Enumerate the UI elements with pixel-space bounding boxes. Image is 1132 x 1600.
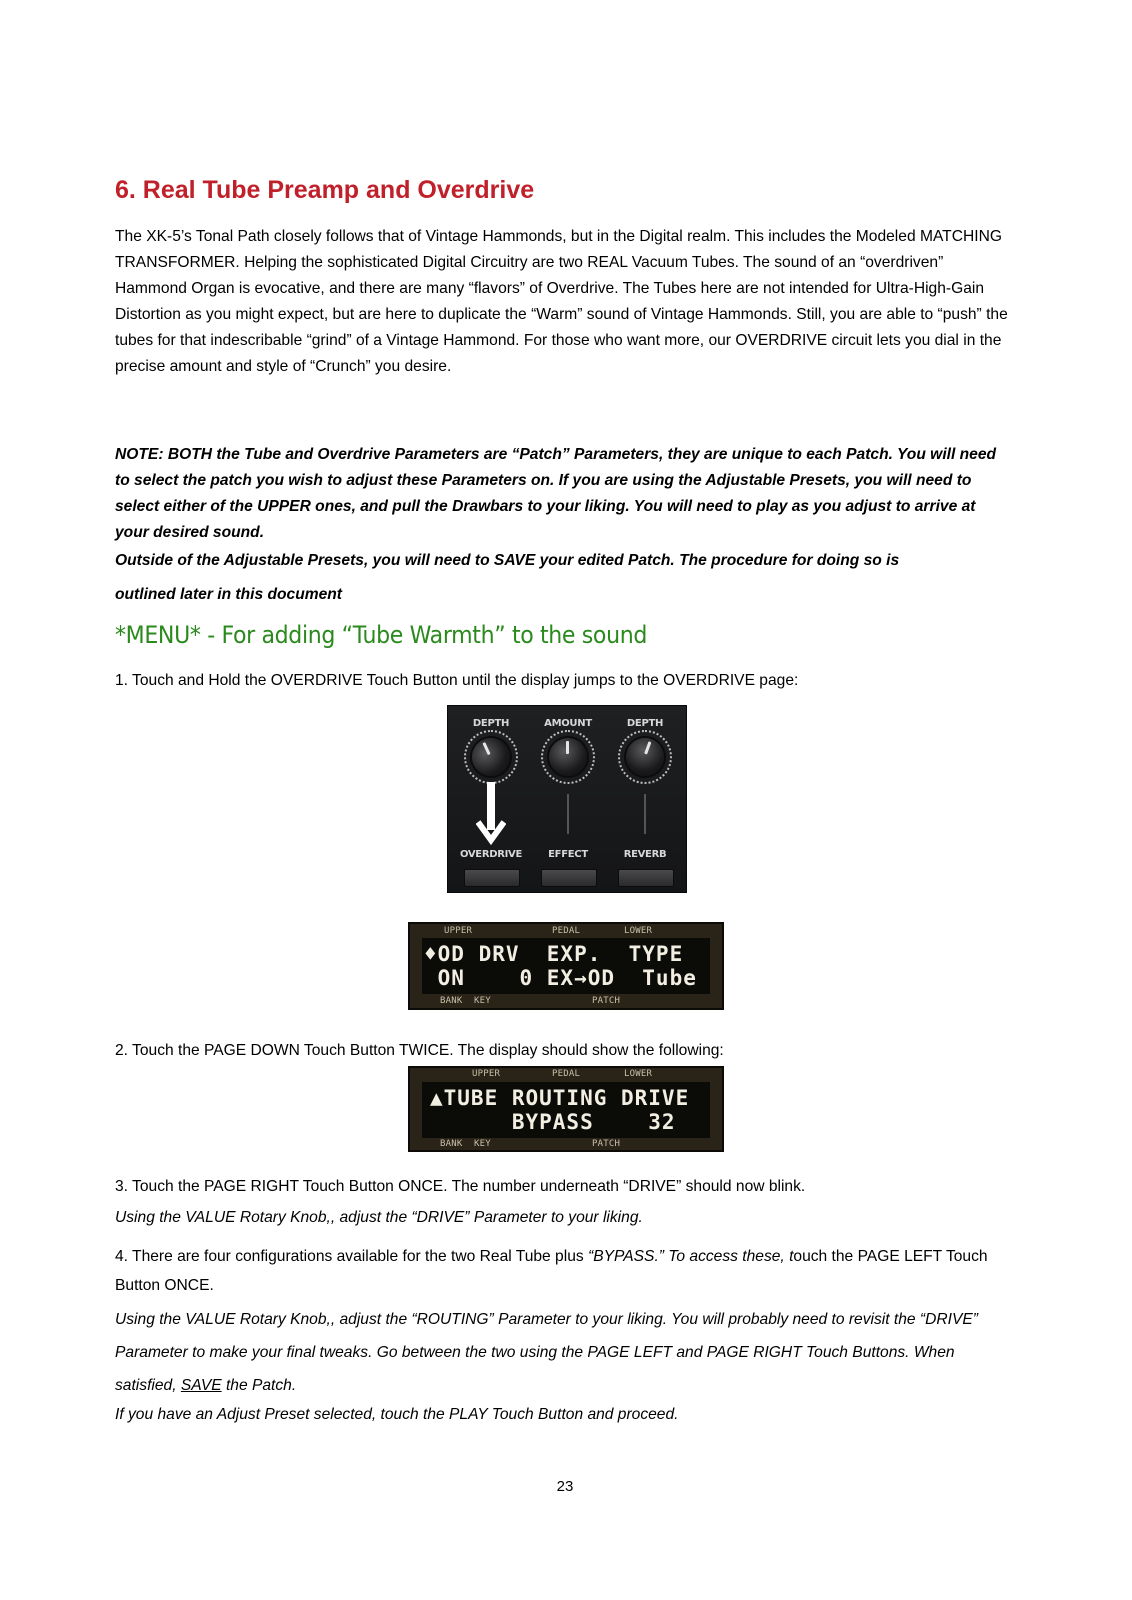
lcd-label-patch: PATCH bbox=[592, 1139, 621, 1149]
note-save-line: Outside of the Adjustable Presets, you will need to SAVE your edited Patch. The procedure for doing so is bbox=[115, 552, 900, 569]
reverb-column bbox=[606, 706, 684, 894]
lcd-label-bank: BANK bbox=[440, 1139, 463, 1149]
lcd-screen bbox=[422, 938, 710, 994]
step-4-italic-b: the Patch. bbox=[221, 1377, 297, 1394]
lcd-row-1: ▲TUBE ROUTING DRIVE bbox=[430, 1086, 690, 1110]
page-number: 23 bbox=[556, 1478, 574, 1495]
menu-subheading: *MENU* - For adding “Tube Warmth” to the sound bbox=[115, 621, 647, 649]
depth-label: DEPTH bbox=[472, 718, 510, 729]
note-outlined-line: outlined later in this document bbox=[115, 586, 342, 603]
lcd-display-overdrive bbox=[408, 922, 724, 1010]
down-arrow-icon bbox=[476, 782, 506, 846]
overdrive-column bbox=[452, 706, 530, 894]
lcd-label-patch: PATCH bbox=[592, 996, 621, 1006]
overdrive-label: OVERDRIVE bbox=[459, 849, 523, 860]
lcd-label-key: KEY bbox=[474, 1139, 491, 1149]
lcd-label-lower: LOWER bbox=[624, 926, 653, 936]
lcd-label-lower: LOWER bbox=[624, 1069, 653, 1079]
step-4-text-a: 4. There are four configurations available for the two Real Tube plus bbox=[115, 1248, 588, 1265]
led-indicator bbox=[567, 794, 569, 834]
reverb-label: REVERB bbox=[623, 849, 667, 860]
depth-label: DEPTH bbox=[626, 718, 664, 729]
lcd-label-upper: UPPER bbox=[472, 1069, 501, 1079]
lcd-label-bank: BANK bbox=[440, 996, 463, 1006]
section-heading: 6. Real Tube Preamp and Overdrive bbox=[115, 176, 535, 204]
intro-paragraph: The XK-5’s Tonal Path closely follows that of Vintage Hammonds, but in the Digital realm. This includes the Modeled MATCHING TRANSFORMER. Helping the sophisticated Digital Circuitry are two REAL Vacuum Tubes. The sound of an “overdriven” Hammond Organ is evocative, and there are many “flavors” of Overdrive. The Tubes here are not intended for Ultra-High-Gain Distortion as you might expect, but are here to duplicate the “Warm” sound of Vintage Hammonds. Still, you are able to “push” the tubes for that indescribable “grind” of a Vintage Hammond. For those who want more, our OVERDRIVE circuit lets you dial in the precise amount and style of “Crunch” you desire. bbox=[115, 228, 1008, 375]
lcd-display-tube bbox=[408, 1066, 724, 1152]
led-indicator bbox=[644, 794, 646, 834]
step-4-text-c: ouch the PAGE LEFT Touch Button ONCE. bbox=[115, 1248, 988, 1294]
reverb-button bbox=[618, 869, 674, 887]
lcd-label-pedal: PEDAL bbox=[552, 926, 581, 936]
step-4-italic bbox=[115, 1303, 1010, 1402]
step-2: 2. Touch the PAGE DOWN Touch Button TWICE. The display should show the following: bbox=[115, 1042, 724, 1059]
lcd-row-2: BYPASS 32 bbox=[430, 1110, 676, 1134]
save-underlined: SAVE bbox=[180, 1377, 222, 1394]
step-1: 1. Touch and Hold the OVERDRIVE Touch Button until the display jumps to the OVERDRIVE page: bbox=[115, 672, 799, 689]
effect-column bbox=[529, 706, 607, 894]
overdrive-button bbox=[464, 869, 520, 887]
note-paragraph: NOTE: BOTH the Tube and Overdrive Parameters are “Patch” Parameters, they are unique to each Patch. You will need to select the patch you wish to adjust these Parameters on. If you are using the Adjustable Presets, you will need to select either of the UPPER ones, and pull the Drawbars to your liking. You will need to play as you adjust to arrive at your desired sound. bbox=[115, 446, 997, 541]
lcd-label-upper: UPPER bbox=[444, 926, 473, 936]
step-4 bbox=[115, 1242, 1010, 1300]
step-4-text-b: “BYPASS.” To access these, t bbox=[588, 1248, 794, 1265]
lcd-row-1: ♦OD DRV EXP. TYPE bbox=[424, 942, 684, 966]
lcd-label-key: KEY bbox=[474, 996, 491, 1006]
amount-knob bbox=[549, 738, 587, 776]
step-4-final: If you have an Adjust Preset selected, touch the PLAY Touch Button and proceed. bbox=[115, 1406, 679, 1423]
amount-label: AMOUNT bbox=[544, 718, 592, 729]
control-panel-photo bbox=[447, 705, 687, 893]
effect-label: EFFECT bbox=[548, 849, 588, 860]
lcd-row-2: ON 0 EX→OD Tube bbox=[424, 966, 697, 990]
step-4-italic-a: Using the VALUE Rotary Knob,, adjust the “ROUTING” Parameter to your liking. You will probably need to revisit the “DRIVE” Parameter to make your final tweaks. Go between the two using the PAGE LEFT and PAGE RIGHT Touch Buttons. When satisfied, bbox=[115, 1311, 978, 1394]
lcd-screen bbox=[422, 1082, 710, 1138]
lcd-label-pedal: PEDAL bbox=[552, 1069, 581, 1079]
step-3-italic: Using the VALUE Rotary Knob,, adjust the “DRIVE” Parameter to your liking. bbox=[115, 1209, 643, 1226]
step-3: 3. Touch the PAGE RIGHT Touch Button ONCE. The number underneath “DRIVE” should now blink. bbox=[115, 1178, 806, 1195]
effect-button bbox=[541, 869, 597, 887]
